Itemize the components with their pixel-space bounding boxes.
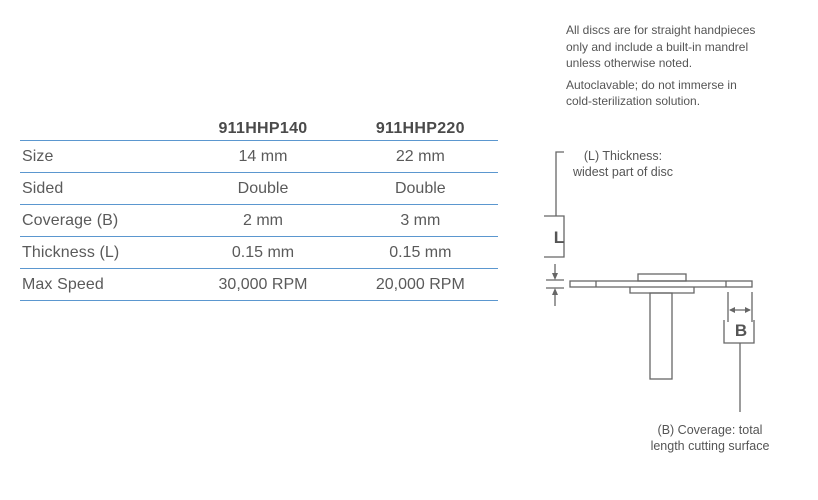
coverage-callout-text: (B) Coverage: total length cutting surface bbox=[650, 423, 770, 453]
row-value-140: 30,000 RPM bbox=[218, 275, 308, 293]
row-value-220: 22 mm bbox=[395, 147, 445, 165]
note-autoclavable: Autoclavable; do not immerse in cold-sterilization solution. bbox=[566, 77, 737, 108]
row-label: Thickness (L) bbox=[22, 243, 120, 261]
row-value-140: Double bbox=[237, 179, 289, 197]
row-value-140: 0.15 mm bbox=[231, 243, 295, 261]
thickness-badge: L bbox=[553, 228, 565, 247]
disc-body bbox=[570, 281, 752, 287]
row-value-220: 20,000 RPM bbox=[375, 275, 465, 293]
row-label: Coverage (B) bbox=[22, 211, 119, 229]
table-row-thickness bbox=[20, 237, 498, 269]
coverage-arrowhead-right bbox=[745, 307, 751, 313]
header-911hhp220: 911HHP220 bbox=[375, 119, 465, 137]
row-value-140: 2 mm bbox=[242, 211, 283, 229]
disc-flange bbox=[630, 287, 694, 293]
disc-diagram bbox=[530, 140, 818, 480]
thickness-callout-line bbox=[556, 152, 564, 216]
row-label: Sided bbox=[22, 179, 64, 197]
usage-notes bbox=[566, 22, 766, 115]
row-value-220: Double bbox=[394, 179, 446, 197]
table-row-sided bbox=[20, 173, 498, 205]
thickness-arrowhead-bottom bbox=[552, 288, 558, 295]
row-value-220: 0.15 mm bbox=[389, 243, 452, 261]
thickness-arrowhead-top bbox=[552, 273, 558, 280]
spec-table bbox=[20, 117, 498, 301]
row-value-140: 14 mm bbox=[238, 147, 288, 165]
coverage-badge: B bbox=[734, 321, 748, 340]
table-row-size bbox=[20, 141, 498, 173]
note-straight-handpieces: All discs are for straight handpieces only and include a built-in mandrel unless otherwise noted. bbox=[566, 23, 756, 70]
mandrel-shaft bbox=[650, 293, 672, 379]
thickness-callout-text: (L) Thickness: widest part of disc bbox=[572, 149, 674, 179]
disc-hub bbox=[638, 274, 686, 281]
table-row-max-speed bbox=[20, 269, 498, 301]
row-label: Max Speed bbox=[22, 275, 104, 293]
spec-table-header bbox=[20, 117, 498, 141]
header-911hhp140: 911HHP140 bbox=[218, 119, 308, 137]
coverage-arrowhead-left bbox=[729, 307, 735, 313]
row-value-220: 3 mm bbox=[400, 211, 441, 229]
table-row-coverage bbox=[20, 205, 498, 237]
row-label: Size bbox=[22, 147, 54, 165]
